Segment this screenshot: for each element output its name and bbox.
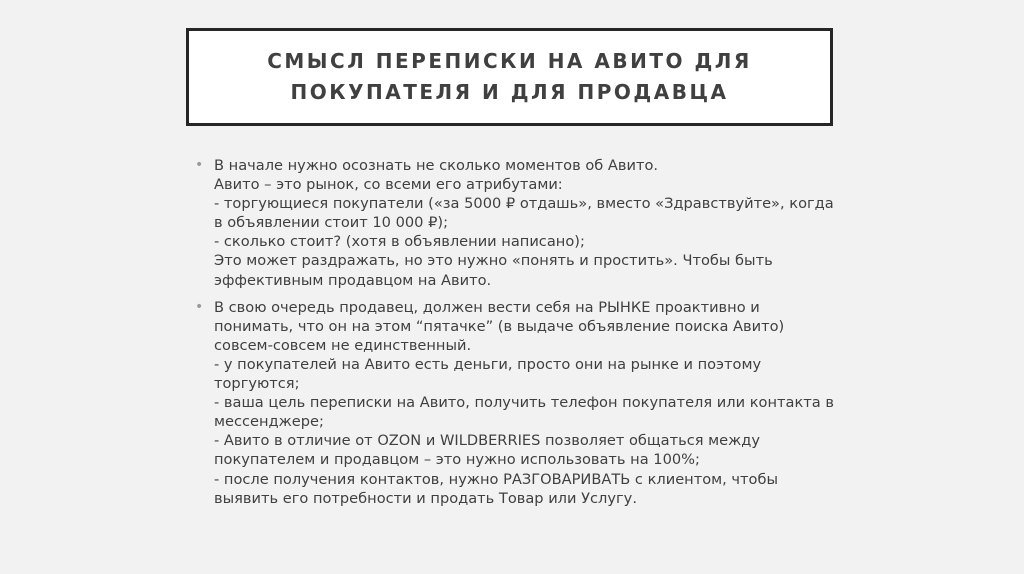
- bullet-2-line-5: торгуются;: [214, 375, 300, 393]
- bullet-2-line-9: покупателем и продавцом – это нужно использовать на 100%;: [214, 451, 700, 469]
- bullet-2-line-4: - у покупателей на Авито есть деньги, просто они на рынке и поэтому: [214, 355, 762, 373]
- bullet-2-line-6: - ваша цель переписки на Авито, получить телефон покупателя или контакта в: [214, 394, 834, 412]
- bullet-1-line-2: Авито – это рынок, со всеми его атрибутами:: [214, 176, 563, 194]
- bullet-2-line-10: - после получения контактов, нужно РАЗГОВАРИВАТЬ с клиентом, чтобы: [214, 470, 779, 488]
- bullet-2-line-11: выявить его потребности и продать Товар или Услугу.: [214, 489, 637, 507]
- title-box: [186, 28, 833, 126]
- bullet-item-1: [193, 156, 833, 290]
- title-line-2: ПОКУПАТЕЛЯ И ДЛЯ ПРОДАВЦА: [290, 80, 729, 104]
- bullet-2-line-1: В свою очередь продавец, должен вести себя на РЫНКЕ проактивно и: [214, 298, 760, 316]
- bullet-1-line-5: - сколько стоит? (хотя в объявлении написано);: [214, 233, 585, 251]
- bullet-1-line-7: эффективным продавцом на Авито.: [214, 271, 492, 289]
- bullet-2-line-3: совсем-совсем не единственный.: [214, 336, 472, 354]
- bullet-marker: •: [195, 157, 204, 173]
- slide-title: [267, 46, 752, 108]
- bullet-marker: •: [195, 298, 204, 315]
- bullet-item-2: [193, 298, 833, 508]
- bullet-1-line-3: - торгующиеся покупатели («за 5000 ₽ отдашь», вместо «Здравствуйте», когда: [214, 195, 834, 213]
- bullet-1-line-6: Это может раздражать, но это нужно «понять и простить». Чтобы быть: [214, 252, 773, 270]
- bullet-2-line-8: - Авито в отличие от OZON и WILDBERRIES позволяет общаться между: [214, 432, 761, 450]
- bullet-2-line-2: понимать, что он на этом “пятачке” (в выдаче объявление поиска Авито): [214, 317, 785, 335]
- content-area: [193, 156, 833, 516]
- bullet-1-line-1: В начале нужно осознать не сколько моментов об Авито.: [214, 157, 659, 174]
- bullet-1-line-4: в объявлении стоит 10 000 ₽);: [214, 214, 448, 232]
- title-line-1: СМЫСЛ ПЕРЕПИСКИ НА АВИТО ДЛЯ: [267, 49, 752, 73]
- bullet-2-line-7: мессенджере;: [214, 413, 324, 431]
